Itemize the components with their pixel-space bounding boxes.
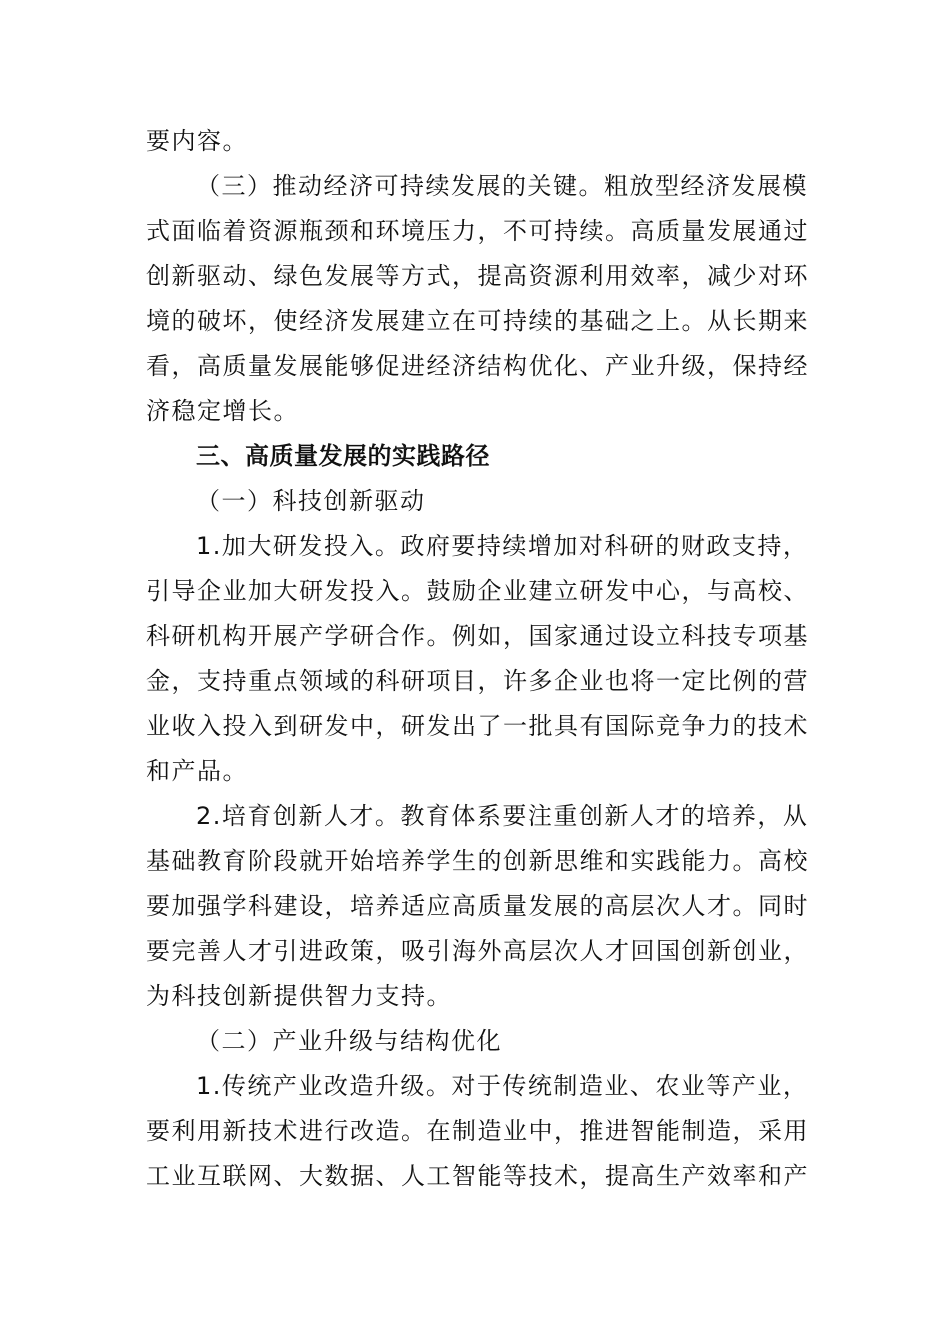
section-heading: 三、高质量发展的实践路径 xyxy=(196,442,490,470)
subheading-line: （二）产业升级与结构优化 xyxy=(196,1027,502,1055)
subheading-line: （三）推动经济可持续发展的关键。粗放型经济发展模 xyxy=(196,172,808,200)
paragraph-line: 济稳定增长。 xyxy=(146,397,299,425)
paragraph-line: 1.加大研发投入。政府要持续增加对科研的财政支持， xyxy=(196,532,809,560)
paragraph-line: 基础教育阶段就开始培养学生的创新思维和实践能力。高校 xyxy=(146,847,809,875)
paragraph-line: 看，高质量发展能够促进经济结构优化、产业升级，保持经 xyxy=(146,352,809,380)
paragraph-line: 创新驱动、绿色发展等方式，提高资源利用效率，减少对环 xyxy=(146,262,809,290)
paragraph-line: 2.培育创新人才。教育体系要注重创新人才的培养，从 xyxy=(196,802,809,830)
paragraph-line: 科研机构开展产学研合作。例如，国家通过设立科技专项基 xyxy=(146,622,809,650)
paragraph-line: 引导企业加大研发投入。鼓励企业建立研发中心，与高校、 xyxy=(146,577,809,605)
paragraph-line: 要完善人才引进政策，吸引海外高层次人才回国创新创业， xyxy=(146,937,809,965)
paragraph-line: 为科技创新提供智力支持。 xyxy=(146,982,452,1010)
paragraph-line: 业收入投入到研发中，研发出了一批具有国际竞争力的技术 xyxy=(146,712,809,740)
paragraph-line: 1.传统产业改造升级。对于传统制造业、农业等产业， xyxy=(196,1072,809,1100)
paragraph-line: 金，支持重点领域的科研项目，许多企业也将一定比例的营 xyxy=(146,667,809,695)
paragraph-line: 要利用新技术进行改造。在制造业中，推进智能制造，采用 xyxy=(146,1117,809,1145)
subheading-line: （一）科技创新驱动 xyxy=(196,487,426,515)
paragraph-line: 要加强学科建设，培养适应高质量发展的高层次人才。同时 xyxy=(146,892,809,920)
paragraph-line: 和产品。 xyxy=(146,757,248,785)
paragraph-line: 境的破坏，使经济发展建立在可持续的基础之上。从长期来 xyxy=(146,307,809,335)
paragraph-line: 式面临着资源瓶颈和环境压力，不可持续。高质量发展通过 xyxy=(146,217,809,245)
paragraph-line: 工业互联网、大数据、人工智能等技术，提高生产效率和产 xyxy=(146,1162,809,1190)
paragraph-line: 要内容。 xyxy=(146,127,248,155)
